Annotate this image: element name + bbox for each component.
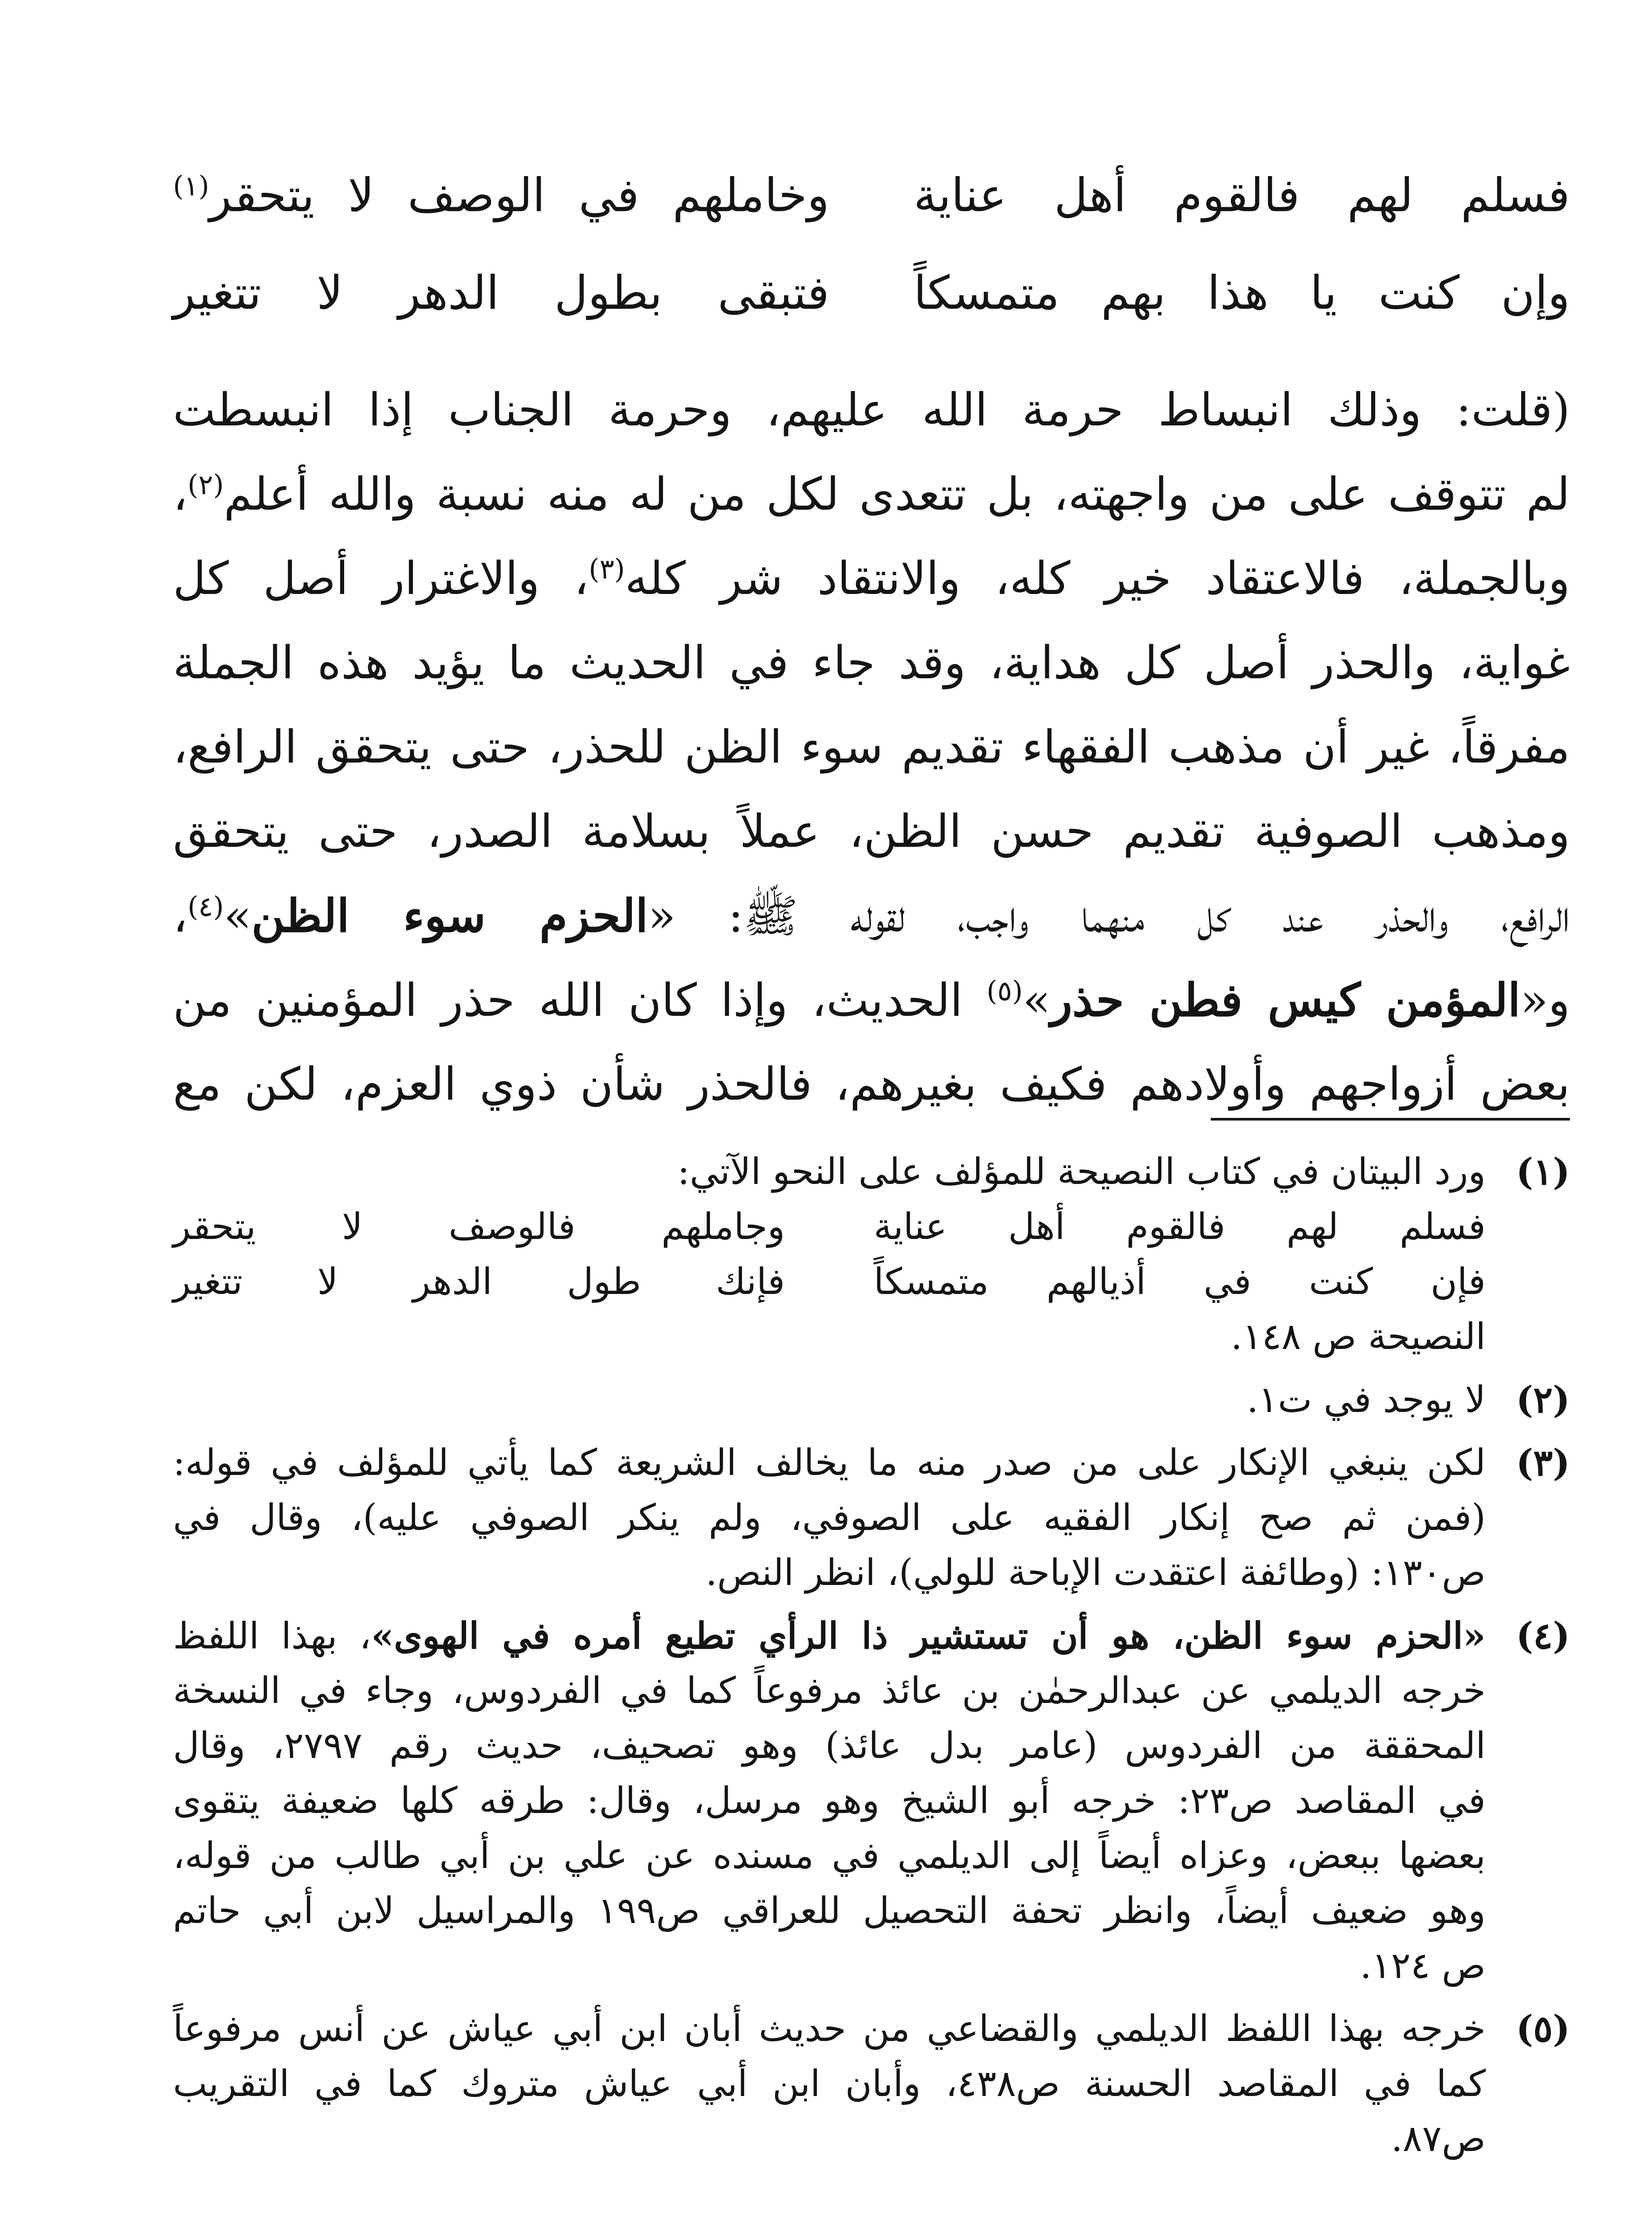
footnote-2 (173, 1372, 1570, 1428)
line-text: الحديث، وإذا كان الله حذر المؤمنين من (173, 974, 987, 1027)
footnote-number: (٤) (1516, 1615, 1570, 1657)
verse-hemistich: فإنك طول الدهر لا تتغير (173, 1261, 785, 1303)
line-text: و« (1520, 974, 1570, 1027)
line-text: ، (173, 890, 188, 943)
line-text: الرافع، والحذر عند كل منهما واجب، لقوله ﷺ: « (648, 890, 1570, 943)
line-text: » (224, 890, 252, 943)
footnote-number: (٢) (1516, 1379, 1570, 1421)
footnote-line: بعضها ببعض، وعزاه أيضاً إلى الديلمي في مسنده عن علي بن أبي طالب من قوله، (173, 1835, 1486, 1877)
footnote-number: (٣) (1516, 1442, 1570, 1484)
footnote-verse (173, 1255, 1486, 1310)
poem-hemistich-second (173, 168, 829, 223)
verse-hemistich: فسلم لهم فالقوم أهل عناية (874, 1206, 1486, 1248)
footnote-verse (173, 1199, 1486, 1255)
footnote-marker: (١) (173, 169, 209, 202)
body-line: ومذهب الصوفية تقديم حسن الظن، عملاً بسلامة الصدر، حتى يتحقق (173, 805, 1570, 858)
footnote-1 (173, 1144, 1570, 1365)
body-line: بعض أزواجهم وأولادهم فكيف بغيرهم، فالحذر شأن ذوي العزم، لكن مع (173, 1058, 1570, 1111)
footnote-line: خرجه الديلمي عن عبدالرحمٰن بن عائذ مرفوعاً كما في الفردوس، وجاء في النسخة (173, 1670, 1486, 1712)
body-line: مفرقاً، غير أن مذهب الفقهاء تقديم سوء الظن للحذر، حتى يتحقق الرافع، (173, 721, 1570, 774)
footnote-body (173, 2002, 1486, 2167)
footnote-line: المحققة من الفردوس (عامر بدل عائذ) وهو تصحيف، حديث رقم ٢٧٩٧، وقال (173, 1725, 1486, 1767)
footnote-4 (173, 1608, 1570, 1994)
verse-hemistich: فإن كنت في أذيالهم متمسكاً (874, 1261, 1486, 1303)
footnote-line: ص١٣٠: (وطائفة اعتقدت الإباحة للولي)، انظر النص. (705, 1552, 1486, 1594)
line-text: ، (173, 468, 188, 521)
footnote-3 (173, 1435, 1570, 1601)
poem-verse (173, 244, 1570, 342)
footnote-line: ص ١٢٤. (1360, 1945, 1486, 1987)
footnote-body (173, 1435, 1486, 1601)
body-line: (قلت: وذلك انبساط حرمة الله عليهم، وحرمة الجناب إذا انبسطت (173, 384, 1570, 437)
footnote-line: (فمن ثم صح إنكار الفقيه على الصوفي، ولم ينكر الصوفي عليه)، وقال في (173, 1497, 1486, 1539)
footnote-marker: (٣) (589, 553, 625, 585)
line-text: ، بهذا اللفظ (173, 1615, 371, 1657)
poem-hemistich-second: فتبقى بطول الدهر لا تتغير (173, 265, 829, 320)
body-line (173, 958, 1570, 1042)
hadith-quote: الحزم سوء الظن (251, 889, 648, 943)
footnote-body (173, 1372, 1486, 1428)
footnote-line: وهو ضعيف أيضاً، وانظر تحفة التحصيل للعراقي ص١٩٩ والمراسيل لابن أبي حاتم (173, 1890, 1486, 1932)
footnote-number: (٥) (1516, 2008, 1570, 2050)
footnote-line: خرجه بهذا اللفظ الديلمي والقضاعي من حديث أبان ابن أبي عياش عن أنس مرفوعاً (173, 2008, 1486, 2050)
hemistich-text: وخاملهم في الوصف لا يتحقر (209, 168, 829, 222)
footnote-line: ص٨٧. (1391, 2118, 1486, 2160)
body-line (173, 452, 1570, 537)
footnote-body (173, 1144, 1486, 1365)
footnote-5 (173, 2002, 1570, 2167)
hadith-quote: «الحزم سوء الظن، هو أن تستشير ذا الرأي تطيع أمره في الهوى» (371, 1615, 1486, 1657)
body-line (173, 874, 1570, 958)
footnote-marker: (٤) (187, 890, 224, 923)
footnote-marker: (٢) (187, 468, 224, 501)
footnote-line: كما في المقاصد الحسنة ص٤٣٨، وأبان ابن أبي عياش متروك كما في التقريب (173, 2063, 1486, 2105)
poem-hemistich-first: فسلم لهم فالقوم أهل عناية (914, 168, 1570, 222)
main-paragraph (173, 368, 1570, 1127)
verse-hemistich: وجاملهم فالوصف لا يتحقر (173, 1206, 785, 1248)
line-text: ، والاغترار أصل كل (173, 552, 589, 605)
footnote-line: النصيحة ص ١٤٨. (1231, 1316, 1486, 1358)
footnote-line: لكن ينبغي الإنكار على من صدر منه ما يخالف الشريعة كما يأتي للمؤلف في قوله: (173, 1442, 1486, 1484)
line-text: لم تتوقف على من واجهته، بل تتعدى لكل من له منه نسبة والله أعلم (224, 468, 1570, 521)
footnote-number: (١) (1516, 1151, 1570, 1193)
line-text: » (1023, 974, 1051, 1027)
poem-hemistich-first: وإن كنت يا هذا بهم متمسكاً (914, 265, 1570, 320)
footnote-marker: (٥) (986, 975, 1023, 1007)
body-line: غواية، والحذر أصل كل هداية، وقد جاء في الحديث ما يؤيد هذه الجملة (173, 637, 1570, 689)
footnote-line: لا يوجد في ت١. (1247, 1379, 1486, 1421)
footnotes-section (173, 1144, 1570, 2175)
hadith-quote: المؤمن كيس فطن حذر (1050, 974, 1521, 1027)
body-line (173, 537, 1570, 621)
footnote-divider (1211, 1118, 1570, 1121)
poem-verse (173, 146, 1570, 244)
line-text: وبالجملة، فالاعتقاد خير كله، والانتقاد شر كله (625, 552, 1570, 605)
footnote-line: ورد البيتان في كتاب النصيحة للمؤلف على النحو الآتي: (677, 1151, 1486, 1193)
footnote-line (173, 1608, 1486, 1664)
footnote-body (173, 1608, 1486, 1994)
poem-block (173, 146, 1570, 342)
footnote-line: في المقاصد ص٢٣: خرجه أبو الشيخ وهو مرسل، وقال: طرقه كلها ضعيفة يتقوى (173, 1780, 1486, 1822)
